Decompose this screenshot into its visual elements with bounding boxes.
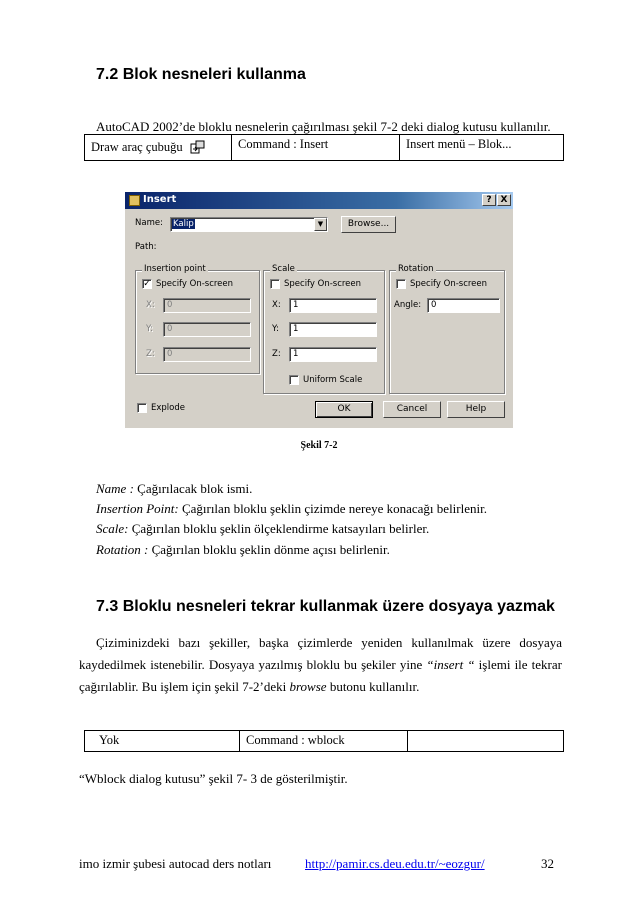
wblock-note: “Wblock dialog kutusu” şekil 7- 3 de gösterilmiştir. bbox=[79, 771, 348, 786]
def-rotation bbox=[96, 542, 390, 558]
intro-paragraph: AutoCAD 2002’de bloklu nesnelerin çağırılması şekil 7-2 deki dialog kutusu kullanılır. bbox=[96, 119, 551, 134]
scale-z-label: Z: bbox=[272, 349, 281, 359]
explode-checkbox[interactable] bbox=[137, 403, 147, 413]
def-text: Çağırılan bloklu şeklin çizimde nereye konacağı belirlenir. bbox=[178, 501, 487, 516]
angle-label: Angle: bbox=[394, 300, 422, 310]
para-insert: “insert “ bbox=[426, 657, 475, 672]
scale-y-field[interactable]: 1 bbox=[289, 322, 377, 337]
table-cell-command: Command : Insert bbox=[232, 135, 400, 161]
def-term: Rotation : bbox=[96, 542, 149, 557]
angle-field[interactable]: 0 bbox=[427, 298, 500, 313]
chevron-down-icon[interactable]: ▼ bbox=[314, 218, 327, 231]
cancel-button[interactable]: Cancel bbox=[383, 401, 441, 418]
name-combobox[interactable] bbox=[170, 217, 328, 232]
insertion-x-label: X: bbox=[146, 300, 155, 310]
para-text: butonu kullanılır. bbox=[326, 679, 420, 694]
insertion-y-label: Y: bbox=[146, 324, 153, 334]
uniform-scale-checkbox[interactable] bbox=[289, 375, 299, 385]
def-text: Çağırılan bloklu şeklin dönme açısı belirlenir. bbox=[148, 542, 390, 557]
scale-specify-checkbox[interactable] bbox=[270, 279, 280, 289]
table-cell-toolbar: Yok bbox=[85, 731, 240, 752]
scale-title: Scale bbox=[272, 264, 295, 274]
insert-block-icon bbox=[190, 140, 206, 155]
table-cell-menu bbox=[408, 731, 564, 752]
insertion-specify-checkbox[interactable]: ✓ bbox=[143, 279, 151, 289]
insertion-point-group bbox=[135, 264, 260, 374]
rotation-specify-checkbox[interactable] bbox=[396, 279, 406, 289]
footer-left: imo izmir şubesi autocad ders notları bbox=[79, 856, 272, 871]
help-title-button[interactable]: ? bbox=[482, 194, 496, 206]
table-cell-command: Command : wblock bbox=[240, 731, 408, 752]
explode-label: Explode bbox=[151, 403, 185, 413]
scale-group bbox=[263, 264, 385, 394]
ok-button[interactable]: OK bbox=[315, 401, 373, 418]
def-insertion bbox=[96, 501, 487, 517]
insertion-y-field[interactable]: 0 bbox=[163, 322, 251, 337]
insertion-z-field[interactable]: 0 bbox=[163, 347, 251, 362]
scale-y-label: Y: bbox=[272, 324, 279, 334]
para-browse: browse bbox=[289, 679, 327, 694]
scale-z-field[interactable]: 1 bbox=[289, 347, 377, 362]
scale-x-field[interactable]: 1 bbox=[289, 298, 377, 313]
insert-dialog bbox=[125, 192, 513, 428]
def-term: Name : bbox=[96, 481, 134, 496]
def-term: Scale: bbox=[96, 521, 129, 536]
def-text: Çağırılacak blok ismi. bbox=[133, 481, 253, 496]
close-title-button[interactable]: X bbox=[497, 194, 511, 206]
section-heading-7-3: 7.3 Bloklu nesneleri tekrar kullanmak üzere dosyaya yazmak bbox=[96, 598, 555, 615]
uniform-scale-label: Uniform Scale bbox=[303, 375, 363, 385]
table-cell-toolbar bbox=[85, 135, 232, 161]
insert-app-icon bbox=[129, 195, 140, 206]
wblock-paragraph bbox=[79, 632, 562, 698]
para-text: işlemi ile tekrar çağırılablir. Bu işlem için şekil 7-2’deki bbox=[79, 657, 562, 694]
path-label: Path: bbox=[135, 242, 157, 252]
rotation-group bbox=[389, 264, 505, 394]
dialog-title-bar bbox=[125, 192, 513, 209]
scale-x-label: X: bbox=[272, 300, 281, 310]
insertion-z-label: Z: bbox=[146, 349, 155, 359]
section-heading-7-2: 7.2 Blok nesneleri kullanma bbox=[96, 66, 306, 83]
para-text: Çiziminizdeki bazı şekiller, başka çizimlerde yeniden kullanılmak üzere dosyaya kaydedilmek istenebilir. Dosyaya yazılmış bloklu bu şekiler yine bbox=[79, 635, 562, 672]
toolbar-label: Draw araç çubuğu bbox=[91, 139, 183, 154]
figure-caption: Şekil 7-2 bbox=[300, 440, 338, 451]
page-number: 32 bbox=[541, 856, 554, 871]
name-value: Kalip bbox=[173, 219, 194, 229]
dialog-title: Insert bbox=[143, 194, 177, 205]
insertion-point-title: Insertion point bbox=[144, 264, 206, 274]
rotation-title: Rotation bbox=[398, 264, 434, 274]
def-scale bbox=[96, 521, 429, 537]
def-term: Insertion Point: bbox=[96, 501, 179, 516]
def-name bbox=[96, 481, 252, 497]
table-cell-menu: Insert menü – Blok... bbox=[400, 135, 564, 161]
footer-link[interactable]: http://pamir.cs.deu.edu.tr/~eozgur/ bbox=[305, 856, 485, 871]
name-label: Name: bbox=[135, 218, 163, 228]
command-table-wblock bbox=[84, 730, 564, 752]
command-table-insert bbox=[84, 134, 564, 161]
insertion-specify-label: Specify On-screen bbox=[156, 279, 234, 289]
def-text: Çağırılan bloklu şeklin ölçeklendirme katsayıları belirler. bbox=[128, 521, 430, 536]
scale-specify-label: Specify On-screen bbox=[284, 279, 362, 289]
help-button[interactable]: Help bbox=[447, 401, 505, 418]
insertion-x-field[interactable]: 0 bbox=[163, 298, 251, 313]
rotation-specify-label: Specify On-screen bbox=[410, 279, 488, 289]
browse-button[interactable]: Browse... bbox=[341, 216, 396, 233]
